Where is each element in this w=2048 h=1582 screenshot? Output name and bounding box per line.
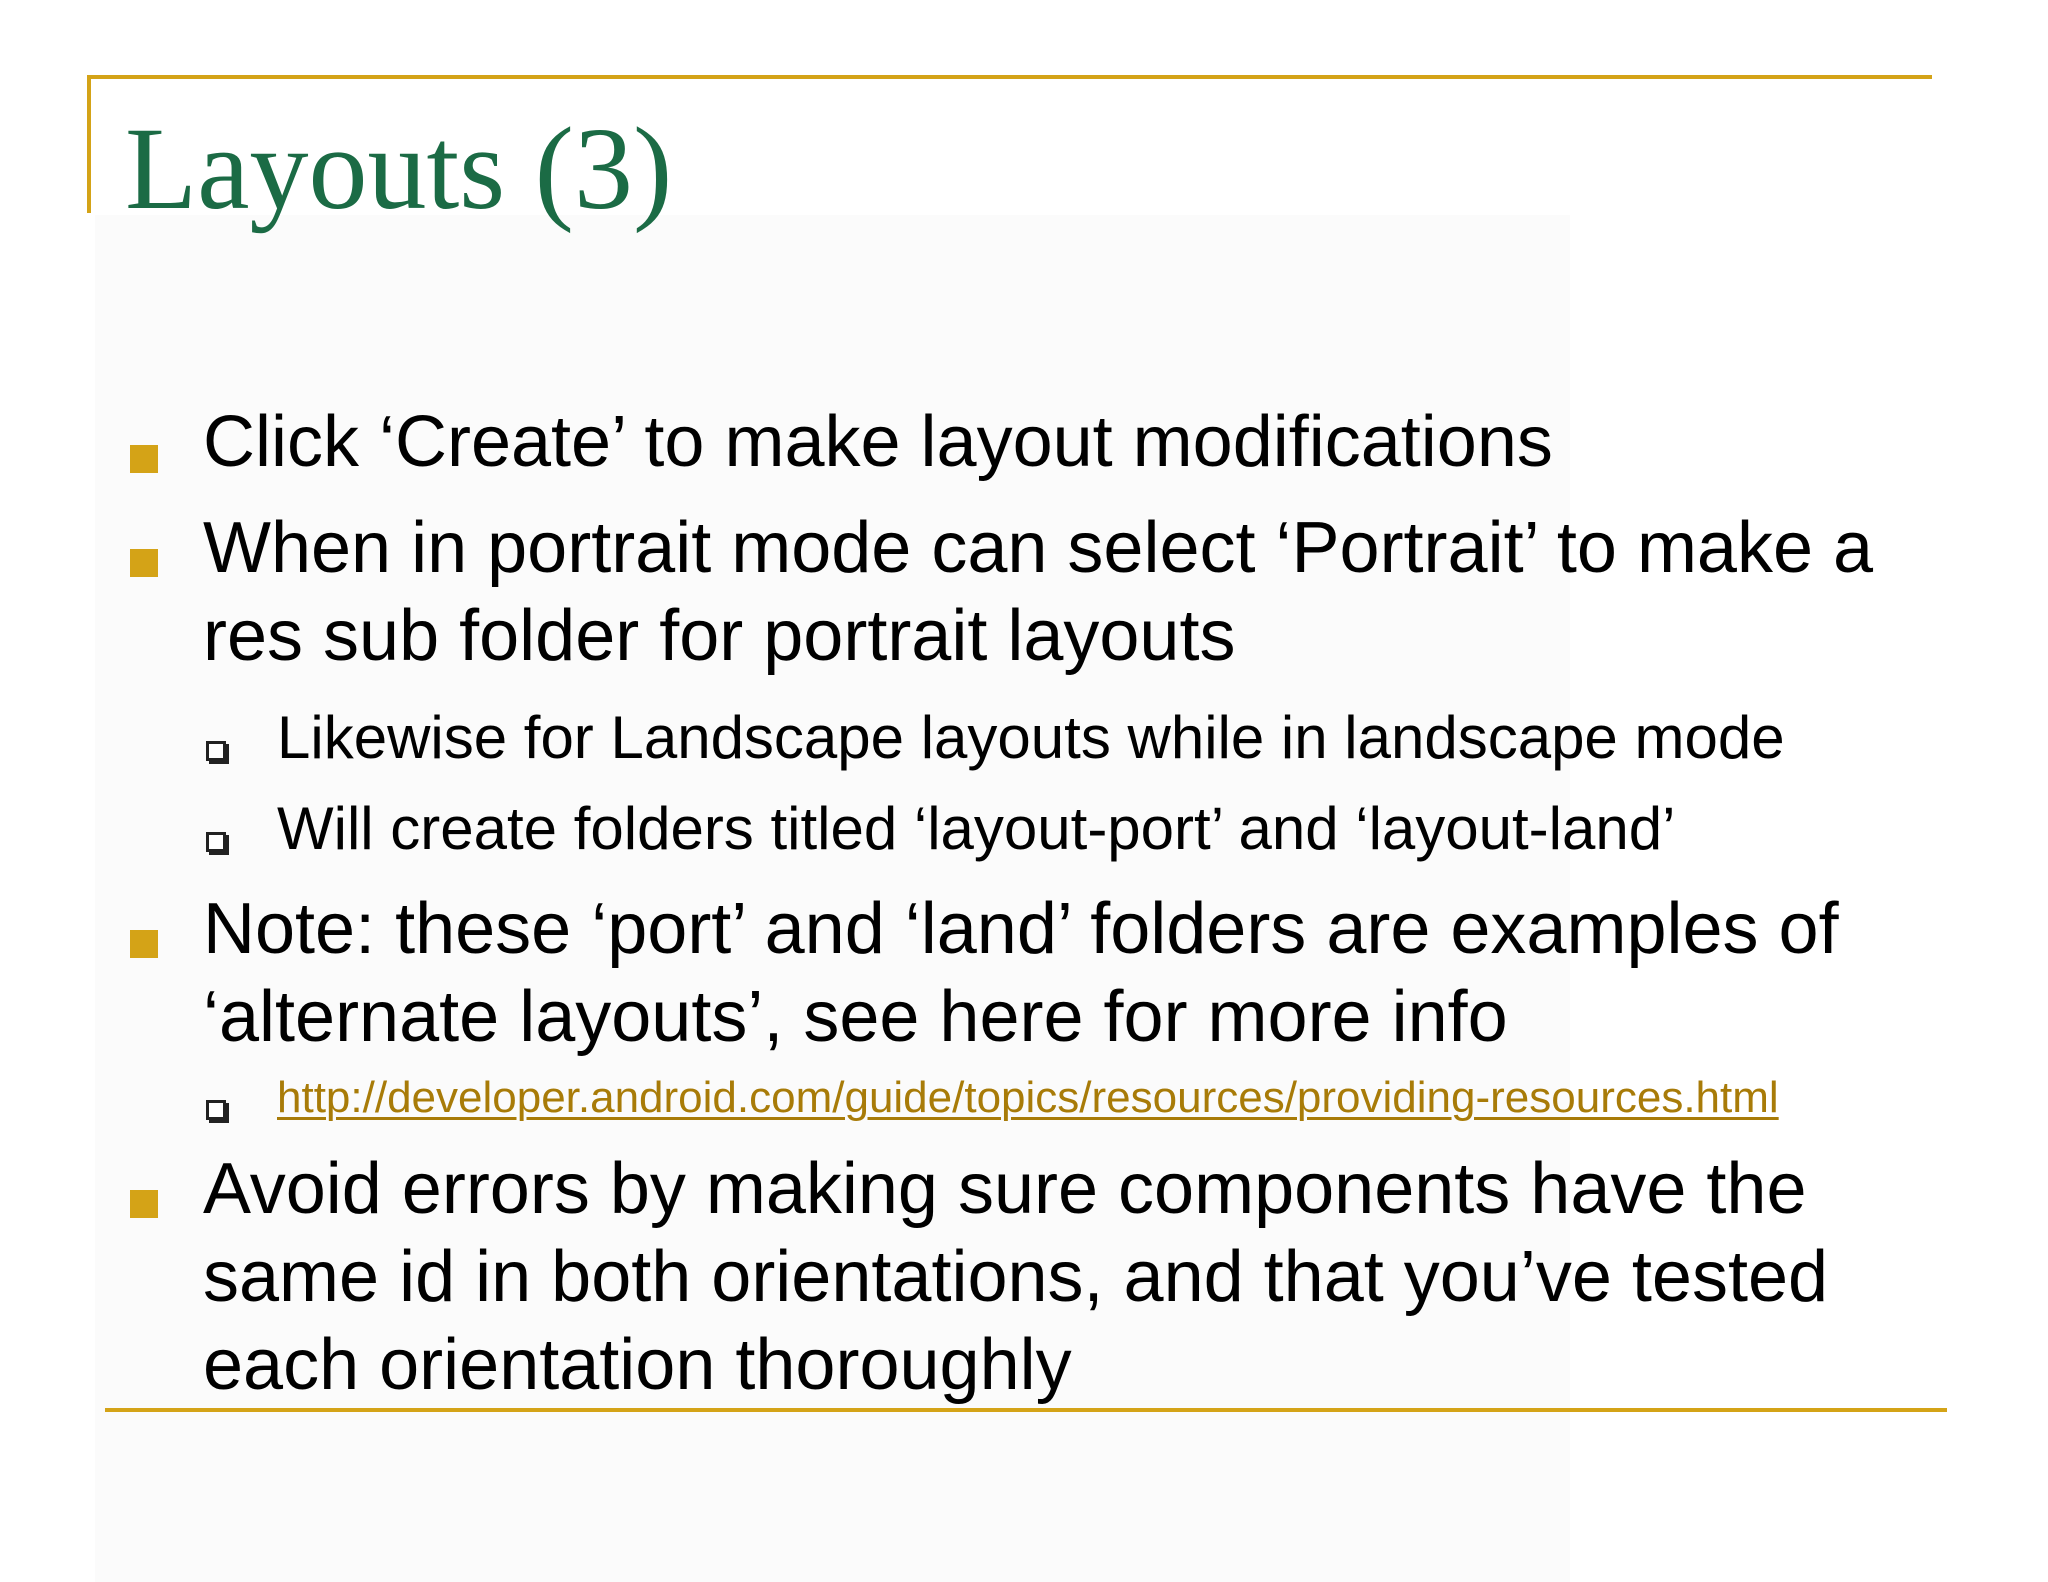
bullet-item: Avoid errors by making sure components have the same id in both orientations, and that you’ve tested each orientation thoroughly	[203, 1149, 1829, 1405]
square-bullet-icon	[130, 930, 158, 958]
square-bullet-icon	[130, 549, 158, 577]
bullet-item: When in portrait mode can select ‘Portrait’ to make a res sub folder for portrait layouts	[203, 508, 1874, 676]
bullet-item: Click ‘Create’ to make layout modifications	[203, 402, 1553, 482]
bullet-item: Note: these ‘port’ and ‘land’ folders are examples of ‘alternate layouts’, see here for more info	[203, 889, 1839, 1057]
hollow-square-bullet-icon	[206, 832, 226, 852]
slide-title: Layouts (3)	[125, 103, 673, 234]
resources-link[interactable]: http://developer.android.com/guide/topics/resources/providing-resources.html	[277, 1073, 1779, 1122]
sub-bullet-item: Likewise for Landscape layouts while in landscape mode	[277, 704, 1785, 771]
hollow-square-bullet-icon	[206, 741, 226, 761]
sub-bullet-item	[277, 1070, 1957, 1126]
square-bullet-icon	[130, 1190, 158, 1218]
sub-bullet-item: Will create folders titled ‘layout-port’ and ‘layout-land’	[277, 795, 1676, 862]
hollow-square-bullet-icon	[206, 1100, 226, 1120]
square-bullet-icon	[130, 445, 158, 473]
